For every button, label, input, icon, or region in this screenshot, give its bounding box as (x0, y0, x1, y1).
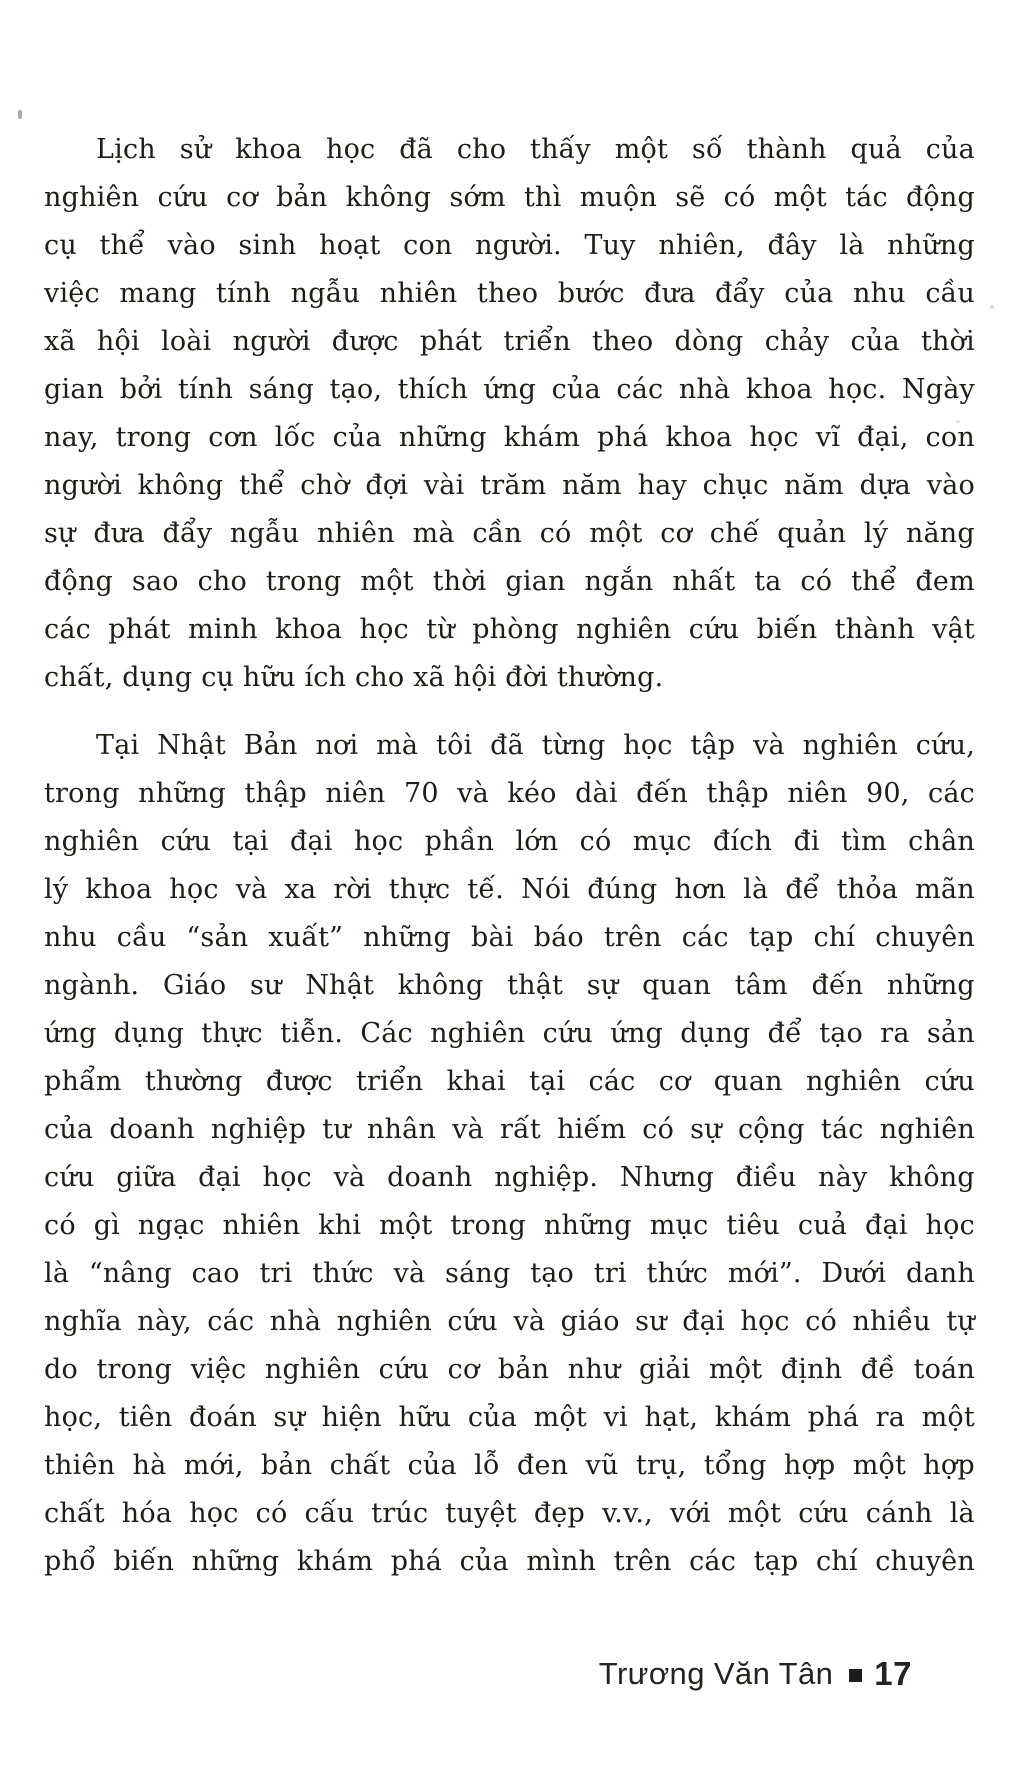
text-line: gian bởi tính sáng tạo, thích ứng của các nhà khoa học. Ngày (44, 374, 975, 405)
text-line: sự đưa đẩy ngẫu nhiên mà cần có một cơ chế quản lý năng (44, 518, 975, 549)
text-line: cụ thể vào sinh hoạt con người. Tuy nhiên, đây là những (44, 230, 975, 261)
text-line: nay, trong cơn lốc của những khám phá khoa học vĩ đại, con (44, 422, 975, 453)
square-bullet-icon (849, 1669, 862, 1682)
text-line: việc mang tính ngẫu nhiên theo bước đưa đẩy của nhu cầu (44, 278, 975, 309)
text-line: ứng dụng thực tiễn. Các nghiên cứu ứng dụng để tạo ra sản (44, 1018, 975, 1049)
text-line: của doanh nghiệp tư nhân và rất hiếm có sự cộng tác nghiên (44, 1114, 975, 1145)
text-line: có gì ngạc nhiên khi một trong những mục tiêu cuả đại học (44, 1210, 975, 1241)
text-line: học, tiên đoán sự hiện hữu của một vi hạt, khám phá ra một (44, 1402, 975, 1433)
scan-speck (990, 305, 994, 309)
text-line: phẩm thường được triển khai tại các cơ quan nghiên cứu (44, 1066, 975, 1097)
paragraph (44, 126, 975, 702)
text-line: là “nâng cao tri thức và sáng tạo tri thức mới”. Dưới danh (44, 1258, 975, 1289)
text-line: do trong việc nghiên cứu cơ bản như giải một định đề toán (44, 1354, 975, 1385)
text-line: Tại Nhật Bản nơi mà tôi đã từng học tập và nghiên cứu, (96, 730, 975, 761)
text-line: phổ biến những khám phá của mình trên các tạp chí chuyên (44, 1546, 975, 1577)
text-line: nghĩa này, các nhà nghiên cứu và giáo sư đại học có nhiều tự (44, 1306, 975, 1337)
text-line: nghiên cứu tại đại học phần lớn có mục đích đi tìm chân (44, 826, 975, 857)
text-line: nghiên cứu cơ bản không sớm thì muộn sẽ có một tác động (44, 182, 975, 213)
text-line: chất hóa học có cấu trúc tuyệt đẹp v.v., với một cứu cánh là (44, 1498, 975, 1529)
text-line: ngành. Giáo sư Nhật không thật sự quan tâm đến những (44, 970, 975, 1001)
text-line: xã hội loài người được phát triển theo dòng chảy của thời (44, 326, 975, 357)
text-block (44, 126, 975, 1586)
text-line: Lịch sử khoa học đã cho thấy một số thành quả của (96, 134, 975, 165)
scan-speck (956, 420, 960, 423)
page-number: 17 (874, 1655, 912, 1692)
text-line: thiên hà mới, bản chất của lỗ đen vũ trụ, tổng hợp một hợp (44, 1450, 975, 1481)
paragraph (44, 722, 975, 1586)
text-line: nhu cầu “sản xuất” những bài báo trên các tạp chí chuyên (44, 922, 975, 953)
text-line: các phát minh khoa học từ phòng nghiên cứu biến thành vật (44, 614, 975, 645)
scan-speck (18, 110, 22, 119)
page-footer (599, 1650, 912, 1698)
text-line: lý khoa học và xa rời thực tế. Nói đúng hơn là để thỏa mãn (44, 874, 975, 905)
text-line: chất, dụng cụ hữu ích cho xã hội đời thường. (44, 662, 664, 693)
author-name: Trương Văn Tân (598, 1656, 834, 1691)
text-line: trong những thập niên 70 và kéo dài đến thập niên 90, các (44, 778, 975, 809)
text-line: cứu giữa đại học và doanh nghiệp. Nhưng điều này không (44, 1162, 975, 1193)
text-line: động sao cho trong một thời gian ngắn nhất ta có thể đem (44, 566, 975, 597)
text-line: người không thể chờ đợi vài trăm năm hay chục năm dựa vào (44, 470, 975, 501)
